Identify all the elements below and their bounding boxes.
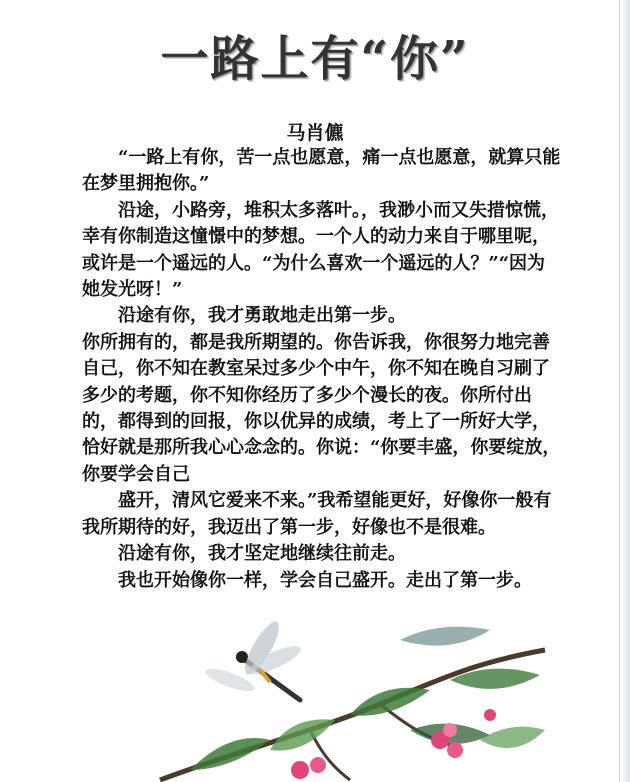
page-title: 一路上有“你” [160,31,470,87]
paragraph-1: “一路上有你，苦一点也愿意，痛一点也愿意，就算只能在梦里拥抱你。” [82,147,561,195]
paragraph-7: 我也开始像你一样，学会自己盛开。走出了第一步。 [118,569,532,591]
paragraph-5: 盛开，清风它爱来不来。”我希望能更好，好像你一般有我所期待的好，我迈出了第一步，好像也不是很难。 [82,490,552,538]
paragraph-4: 你所拥有的，都是我所期望的。你告诉我，你很努力地完善自己，你不知在教室呆过多少个中午，你不知在晚自习刷了多少的考题，你不知你经历了多少个漫长的夜。你所付出的，都得到的回报，你以优异的成绩，考上了一所好大学，恰好就是那所我心心念念的。你说：“你要丰盛，你要绽放，你要学会自己 [82,331,561,485]
paragraph-6: 沿途有你，我才坚定地继续往前走。 [118,543,406,565]
ink-painting-illustration [150,620,550,782]
dragonfly-icon [203,620,304,700]
paragraph-3: 沿途有你，我才勇敢地走出第一步。 [118,305,406,327]
author-name: 马肖儦 [286,122,344,144]
leaves [190,627,545,770]
article-body [82,145,562,594]
paragraph-2: 沿途，小路旁，堆积太多落叶。，我渺小而又失措惊慌，幸有你制造这憧憬中的梦想。一个人的动力来自于哪里呢，或许是一个遥远的人。“为什么喜欢一个遥远的人？”“因为她发光呀！” [82,199,559,301]
